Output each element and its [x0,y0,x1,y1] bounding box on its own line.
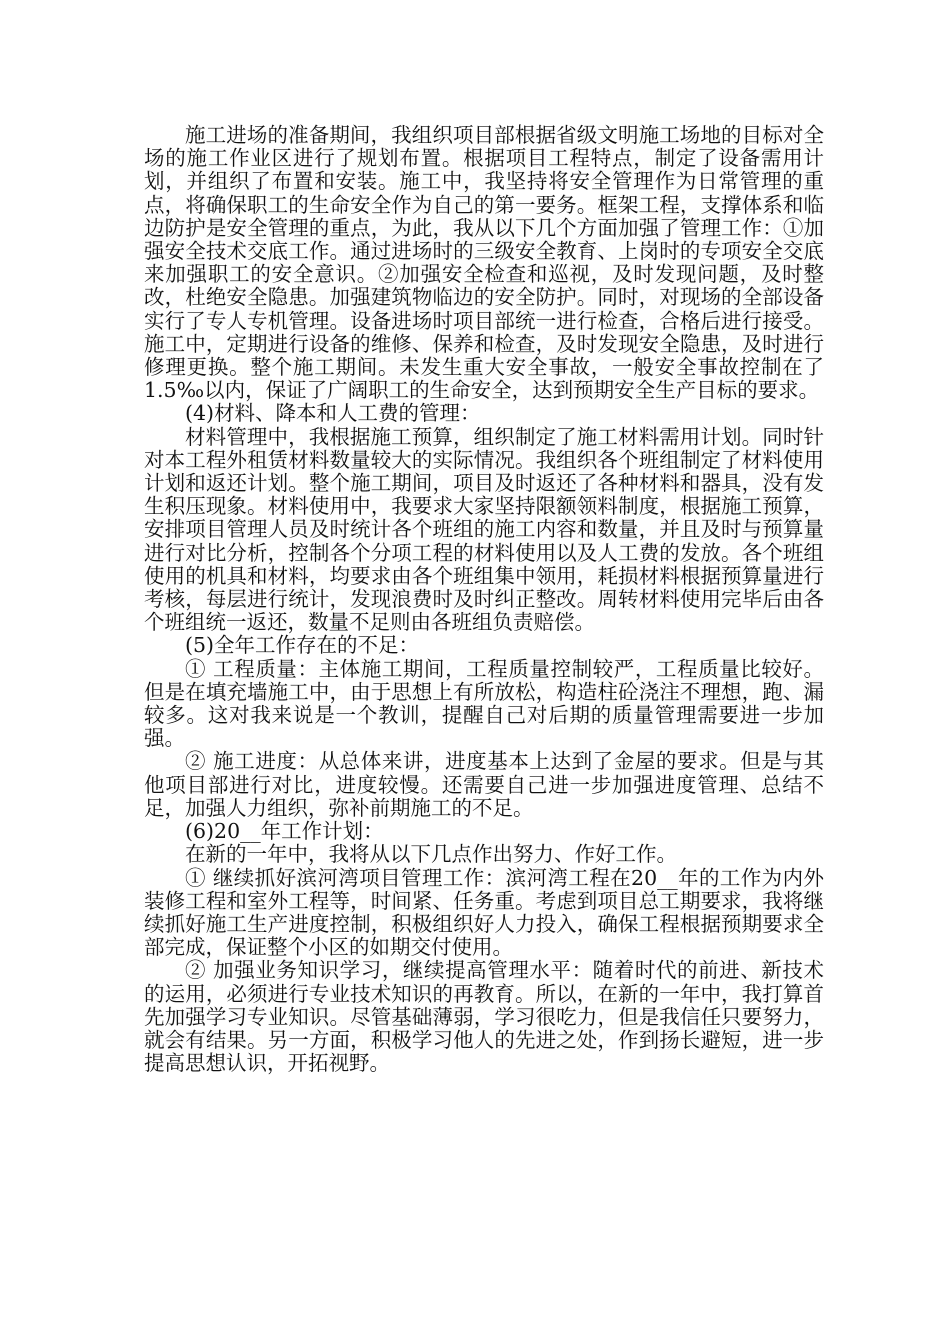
paragraph-plan-item-1: ① 继续抓好滨河湾项目管理工作：滨河湾工程在20__年的工作为内外装修工程和室外工程等，时间紧、任务重。考虑到项目总工期要求，我将继续抓好施工生产进度控制，积极组织好人力投入，确保工程根据预期要求全部完成，保证整个小区的如期交付使用。 [144,865,824,960]
paragraph-materials-management: 材料管理中，我根据施工预算，组织制定了施工材料需用计划。同时针对本工程外租赁材料数量较大的实际情况。我组织各个班组制定了材料使用计划和返还计划。整个施工期间，项目及时返还了各种材料和器具，没有发生积压现象。材料使用中，我要求大家坚持限额领料制度，根据施工预算，安排项目管理人员及时统计各个班组的施工内容和数量，并且及时与预算量进行对比分析，控制各个分项工程的材料使用以及人工费的发放。各个班组使用的机具和材料，均要求由各个班组集中领用，耗损材料根据预算量进行考核，每层进行统计，发现浪费时及时纠正整改。周转材料使用完毕后由各个班组统一返还，数量不足则由各班组负责赔偿。 [144,424,824,635]
paragraph-plan-item-2: ② 加强业务知识学习，继续提高管理水平：随着时代的前进、新技术的运用，必须进行专业技术知识的再教育。所以，在新的一年中，我打算首先加强学习专业知识。尽管基础薄弱，学习很吃力，但是我信任只要努力，就会有结果。另一方面，积极学习他人的先进之处，作到扬长避短，进一步提高思想认识，开拓视野。 [144,958,824,1076]
paragraph-quality: ① 工程质量：主体施工期间，工程质量控制较严，工程质量比较好。但是在填充墙施工中，由于思想上有所放松，构造柱砼浇注不理想，跑、漏较多。这对我来说是一个教训，提醒自己对后期的质量管理需要进一步加强。 [144,656,824,751]
paragraph-progress: ② 施工进度：从总体来讲，进度基本上达到了金屋的要求。但是与其他项目部进行对比，进度较慢。还需要自己进一步加强进度管理、总结不足，加强人力组织，弥补前期施工的不足。 [144,749,824,820]
document-body [144,124,824,1075]
heading-shortcomings: (5)全年工作存在的不足： [185,633,420,658]
heading-work-plan: (6)20__年工作计划： [185,819,384,844]
paragraph-safety-management: 施工进场的准备期间，我组织项目部根据省级文明施工场地的目标对全场的施工作业区进行了规划布置。根据项目工程特点，制定了设备需用计划，并组织了布置和安装。施工中，我坚持将安全管理作为日常管理的重点，将确保职工的生命安全作为自己的第一要务。框架工程，支撑体系和临边防护是安全管理的重点，为此，我从以下几个方面加强了管理工作：①加强安全技术交底工作。通过进场时的三级安全教育、上岗时的专项安全交底来加强职工的安全意识。②加强安全检查和巡视，及时发现问题，及时整改，杜绝安全隐患。加强建筑物临边的安全防护。同时，对现场的全部设备实行了专人专机管理。设备进场时项目部统一进行检查，合格后进行接受。施工中，定期进行设备的维修、保养和检查，及时发现安全隐患，及时进行修理更换。整个施工期间。未发生重大安全事故，一般安全事故控制在了1.5‰以内，保证了广阔职工的生命安全，达到预期安全生产目标的要求。 [144,123,824,403]
heading-materials-cost: (4)材料、降本和人工费的管理： [185,401,481,426]
paragraph-plan-intro: 在新的一年中，我将从以下几点作出努力、作好工作。 [185,842,677,867]
